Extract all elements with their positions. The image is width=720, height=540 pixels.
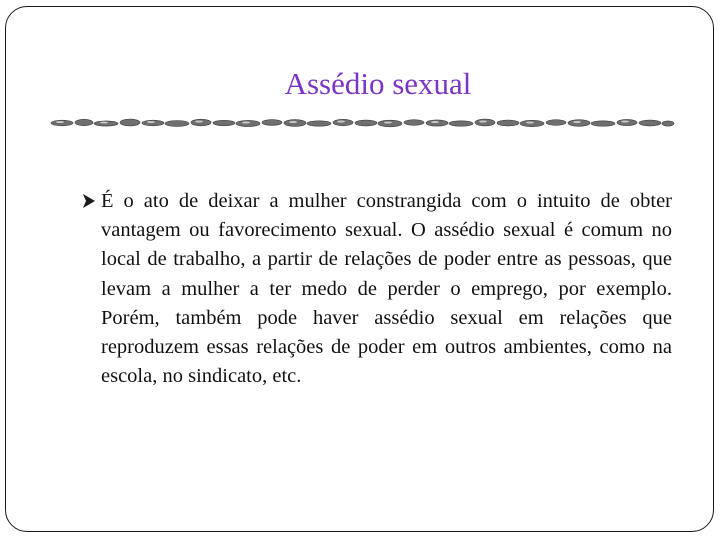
arrow-right-bullet-icon xyxy=(82,193,96,209)
bullet-item xyxy=(82,187,672,391)
slide-title: Assédio sexual xyxy=(284,66,472,101)
bullet-text: É o ato de deixar a mulher constrangida com o intuito de obter vantagem ou favorecimento sexual. O assédio sexual é comum no local de trabalho, a partir de relações de poder entre as pessoas, que levam a mulher a ter medo de perder o emprego, por exemplo. Porém, também pode haver assédio sexual em relações que reproduzem essas relações de poder em outros ambientes, como na escola, no sindicato, etc. xyxy=(101,190,672,388)
stone-divider xyxy=(50,116,675,130)
